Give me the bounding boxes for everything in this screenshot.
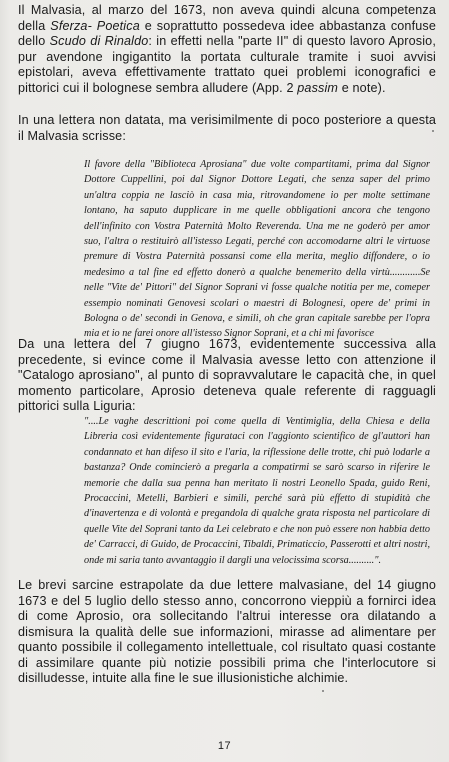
third-paragraph	[18, 578, 436, 687]
title-scudo-di-rinaldo: Scudo di Rinaldo	[49, 34, 149, 48]
paragraph-text: Da una lettera del 7 giugno 1673, evidentemente successiva alla precedente, si evince come il Malvasia avesse letto con attenzione il "Catalogo aprosiano", al punto di sopravvalutare le capacità che, in quel momento particolare, Aprosio deteneva quale referente di ragguagli pittorici sulla Liguria:	[18, 337, 436, 413]
intro-text: e soprattutto possedeva idee abbastanza confuse dello	[18, 18, 436, 48]
block-quote-2	[84, 414, 430, 568]
title-sferza-poetica: Sferza- Poetica	[50, 18, 140, 33]
lead-text: In una lettera non datata, ma verisimilmente di poco posteriore a questa il Malvasia scrisse:	[18, 113, 436, 143]
scan-speck	[322, 690, 324, 692]
lead-paragraph	[18, 113, 436, 144]
paragraph-text: Le brevi sarcine estrapolate da due lettere malvasiane, del 14 giugno 1673 e del 5 luglio dello stesso anno, concorrono vieppiù a fornirci idea di come Aprosio, ora sollecitando l'altrui interesse ora dilatando a dismisura la qualità delle sue informazioni, mirasse ad alimentare per quanto possibile il collegamento intellettuale, col risultato quasi costante di assimilare quante più notizie possibili prima che l'interlocutore si disilludesse, intuite alla fine le sue illusionistiche alchimie.	[18, 578, 436, 685]
page-number: 17	[217, 740, 232, 752]
intro-text: Il Malvasia, al marzo del 1673, non aveva quindi alcuna competenza della	[18, 3, 436, 33]
intro-text: e note).	[338, 80, 386, 95]
scan-speck	[432, 130, 434, 132]
second-paragraph	[18, 337, 436, 415]
quote-text: Il favore della "Biblioteca Aprosiana" due volte compartitami, prima dal Signor Dottore Cuppellini, poi dal Signor Dottore Legati, che senza saper del primo un'altra coppia ne lasciò in casa mia, ritrovandomene io per molte settimane lontano, ha saputo dupplicare in me quelle obbligationi ancora che tengono dell'infinito con Vostra Paternità Molto Reverenda. Una me ne goderò per amor suo, l'altra o restituirò all'istesso Legati, perché con accomodarne altri le virtuose premure di Vostra Paternità possansi come ella merita, meglio diffondere, o io medesimo a tal fine ed effetto donerò a qualche benemerito della virtù............Se nelle "Vite de' Pittori" del Signor Soprani vi fosse qualche notitia per me, comeper essempio nominati Genovesi scolari o maestri di Bolognesi, opere de' primi in Bologna o de' secondi in Genova, e simili, oh che gran capitale sarebbe per l'opra mia et io ne farei onore all'istesso Signor Soprani, et a chi mi favorisce	[84, 159, 430, 340]
quote-text: "....Le vaghe descrittioni poi come quella di Ventimiglia, della Chiesa e della Libreria così evidentemente figurataci con l'aggionto scientifico de gl'auttori han condannato et han difeso il sito e l'aria, la riflessione delle trotte, chi può lodarle a bastanza? Onde comincierò a pregarla a compatirmi se sarò scarso in riferire le memorie che dalla sua penna han meritato li nostri Leonello Spada, guido Reni, Procaccini, Metelli, Barbieri e simili, perché sarà più effetto di stupidità che d'inavertenza e di volontà e pregandola di qualche grata risposta nel particolare di quelle Vite del Soprani tanto da Lei celebrato e che non può essere non habbia detto de' Carracci, di Guido, de Procaccini, Tibaldi, Primaticcio, Passerotti et altri nostri, onde mi saria tanto avvantaggio il dargli una velocissima scorsa..........".	[84, 416, 430, 566]
intro-text: : in effetti nella "parte II" di questo lavoro Aprosio, pur avendone ingigantito la portata culturale tramite i suoi avvisi epistolari, aveva effettivamente trattato quei problemi iconografici e pittorici cui il bolognese sembra alludere (App. 2	[18, 34, 436, 95]
block-quote-1	[84, 157, 430, 342]
intro-paragraph	[18, 3, 436, 96]
passim-term: passim	[297, 80, 339, 95]
